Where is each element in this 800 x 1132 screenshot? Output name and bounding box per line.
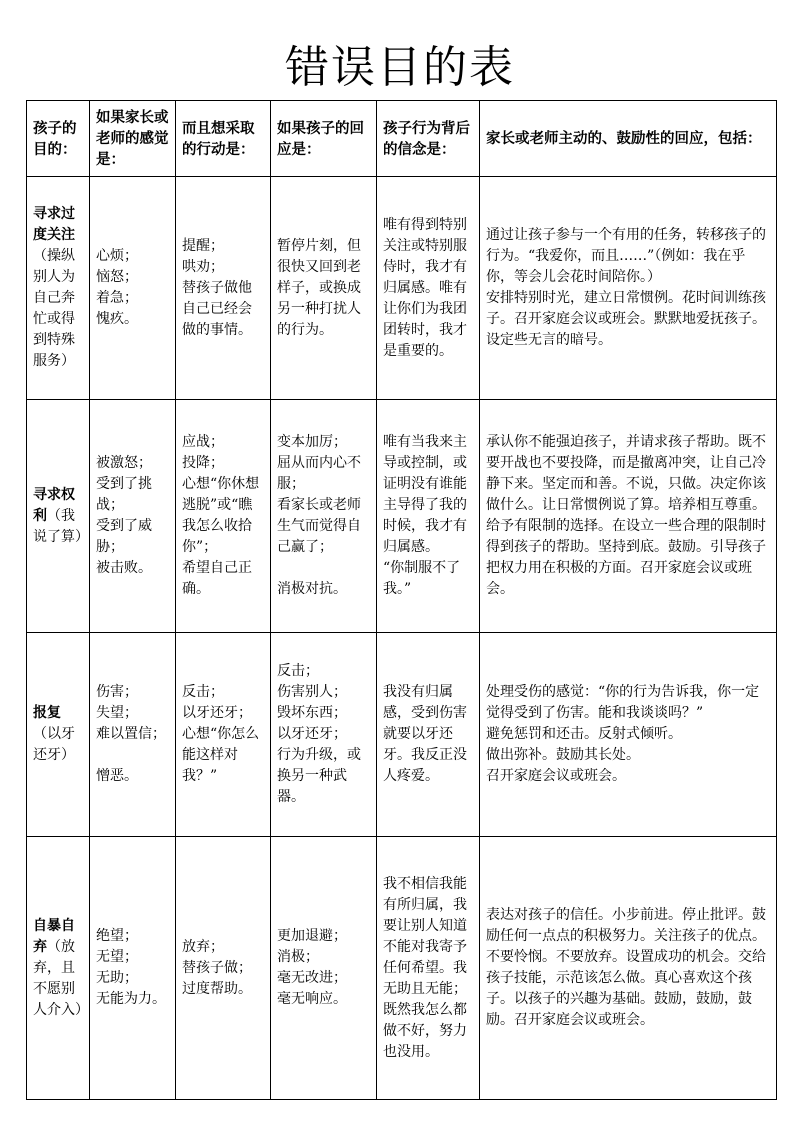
goal-name: 寻求过度关注 (33, 206, 75, 243)
feeling-cell: 伤害； 失望； 难以置信； 憎恶。 (90, 633, 176, 837)
encourage-cell: 处理受伤的感觉：“你的行为告诉我，你一定觉得受到了伤害。能和我谈谈吗？” 避免惩罚和还击。反射式倾听。 做出弥补。鼓励其长处。 召开家庭会议或班会。 (480, 633, 777, 837)
mistaken-goal-table (26, 100, 777, 1100)
response-cell: 变本加厉； 屈从而内心不服； 看家长或老师生气而觉得自己赢了； 消极对抗。 (271, 400, 377, 633)
goal-name: 自暴自弃 (33, 917, 75, 955)
response-cell: 暂停片刻，但很快又回到老样子，或换成另一种打扰人的行为。 (271, 177, 377, 400)
belief-cell: 我不相信我能有所归属，我要让别人知道不能对我寄予任何希望。我无助且无能；既然我怎么都做不好，努力也没用。 (377, 837, 480, 1100)
feeling-cell: 被激怒； 受到了挑战； 受到了威胁； 被击败。 (90, 400, 176, 633)
table-row (27, 177, 777, 400)
table-row (27, 837, 777, 1100)
belief-cell: 唯有当我来主导或控制，或证明没有谁能主导得了我的时候，我才有归属感。 “你制服不了我。” (377, 400, 480, 633)
header-row (27, 101, 777, 177)
belief-cell: 唯有得到特别关注或特别服侍时，我才有归属感。唯有让你们为我团团转时，我才是重要的。 (377, 177, 480, 400)
goal-cell (27, 837, 90, 1100)
belief-cell: 我没有归属感，受到伤害就要以牙还牙。我反正没人疼爱。 (377, 633, 480, 837)
goal-note: （以牙还牙） (33, 726, 75, 763)
goal-note: （放弃，且不愿别人介入） (33, 938, 89, 1018)
feeling-cell: 心烦； 恼怒； 着急； 愧疚。 (90, 177, 176, 400)
header-encourage: 家长或老师主动的、鼓励性的回应，包括： (480, 101, 777, 177)
response-cell: 反击； 伤害别人； 毁坏东西； 以牙还牙； 行为升级，或换另一种武器。 (271, 633, 377, 837)
goal-note: （我说了算） (33, 507, 89, 545)
header-belief: 孩子行为背后的信念是： (377, 101, 480, 177)
header-response: 如果孩子的回应是： (271, 101, 377, 177)
goal-note: （操纵别人为自己奔忙或得到特殊服务） (33, 248, 75, 369)
goal-name: 寻求权利 (33, 486, 75, 524)
table-row (27, 400, 777, 633)
page-title: 错误目的表 (285, 42, 515, 93)
goal-name: 报复 (33, 705, 61, 721)
encourage-cell: 通过让孩子参与一个有用的任务，转移孩子的行为。“我爱你，而且……”（例如：我在乎你，等会儿会花时间陪你。） 安排特别时光，建立日常惯例。花时间训练孩子。召开家庭会议或班会。默默地爱抚孩子。设定些无言的暗号。 (480, 177, 777, 400)
action-cell: 应战； 投降； 心想“你休想逃脱”或“瞧我怎么收拾你”； 希望自己正确。 (176, 400, 271, 633)
action-cell: 提醒； 哄劝； 替孩子做他自己已经会做的事情。 (176, 177, 271, 400)
goal-cell (27, 633, 90, 837)
feeling-cell: 绝望； 无望； 无助； 无能为力。 (90, 837, 176, 1100)
goal-cell (27, 400, 90, 633)
action-cell: 放弃； 替孩子做； 过度帮助。 (176, 837, 271, 1100)
goal-cell (27, 177, 90, 400)
action-cell: 反击； 以牙还牙； 心想“你怎么能这样对我？” (176, 633, 271, 837)
encourage-cell: 表达对孩子的信任。小步前进。停止批评。鼓励任何一点点的积极努力。关注孩子的优点。不要怜悯。不要放弃。设置成功的机会。交给孩子技能，示范该怎么做。真心喜欢这个孩子。以孩子的兴趣为基础。鼓励，鼓励，鼓励。召开家庭会议或班会。 (480, 837, 777, 1100)
header-feeling: 如果家长或老师的感觉是： (90, 101, 176, 177)
header-action: 而且想采取的行动是： (176, 101, 271, 177)
encourage-cell: 承认你不能强迫孩子，并请求孩子帮助。既不要开战也不要投降，而是撤离冲突，让自己冷静下来。坚定而和善。不说，只做。决定你该做什么。让日常惯例说了算。培养相互尊重。给予有限制的选择。在设立一些合理的限制时得到孩子的帮助。坚持到底。鼓励。引导孩子把权力用在积极的方面。召开家庭会议或班会。 (480, 400, 777, 633)
header-goal: 孩子的目的： (27, 101, 90, 177)
table-row (27, 633, 777, 837)
response-cell: 更加退避； 消极； 毫无改进； 毫无响应。 (271, 837, 377, 1100)
